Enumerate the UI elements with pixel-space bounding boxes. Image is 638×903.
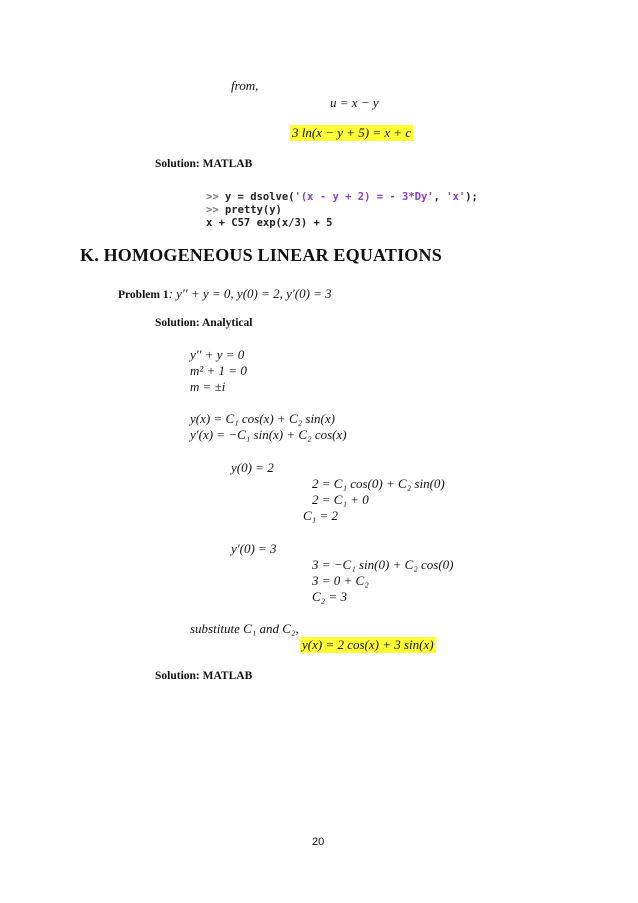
analytical-label: Solution: Analytical [155,317,253,329]
ode-line: y′′ + y = 0 [190,347,245,362]
matlab-label-2: Solution: MATLAB [155,670,253,682]
ic1-step-1: 2 = C₁ cos(0) + C₂ sin(0) [312,476,445,491]
ic2-step-1: 3 = −C₁ sin(0) + C₂ cos(0) [312,557,454,572]
code-text: , [433,191,447,203]
from-text: from, [231,78,259,93]
derivative-line: y′(x) = −C₁ sin(x) + C₂ cos(x) [190,427,347,442]
char-eq-line: m² + 1 = 0 [190,363,247,378]
initial-condition-1: y(0) = 2 [231,460,274,475]
code-line-1 [206,191,478,204]
ic2-step-2: 3 = 0 + C₂ [312,573,369,588]
problem-equation: : y′′ + y = 0, y(0) = 2, y′(0) = 3 [168,286,332,301]
code-line-2 [206,204,478,217]
general-solution-line: y(x) = C₁ cos(x) + C₂ sin(x) [190,411,335,426]
code-prompt: >> [206,204,219,216]
code-text: y = dsolve( [224,191,295,203]
matlab-label-1: Solution: MATLAB [155,158,253,170]
substitution-eq: u = x − y [330,95,379,110]
highlighted-solution: 3 ln(x − y + 5) = x + c [292,125,412,140]
matlab-code-block [206,191,478,230]
ic2-result: C₂ = 3 [312,589,347,604]
final-solution: y(x) = 2 cos(x) + 3 sin(x) [302,637,434,652]
code-text: pretty(y) [224,204,282,216]
initial-condition-2: y′(0) = 3 [231,541,277,556]
page-number: 20 [312,836,325,848]
ic1-result: C₁ = 2 [303,508,338,523]
roots-line: m = ±i [190,379,226,394]
section-heading: K. HOMOGENEOUS LINEAR EQUATIONS [80,245,442,265]
substitute-text: substitute C₁ and C₂, [190,621,299,636]
code-text: ); [465,191,478,203]
ic1-step-2: 2 = C₁ + 0 [312,492,369,507]
code-line-3: x + C57 exp(x/3) + 5 [206,217,333,229]
problem-label: Problem 1 [118,289,169,301]
code-string: 'x' [446,191,466,203]
code-prompt: >> [206,191,219,203]
problem-statement [118,283,332,302]
code-string: '(x - y + 2) = - 3*Dy' [294,191,434,203]
